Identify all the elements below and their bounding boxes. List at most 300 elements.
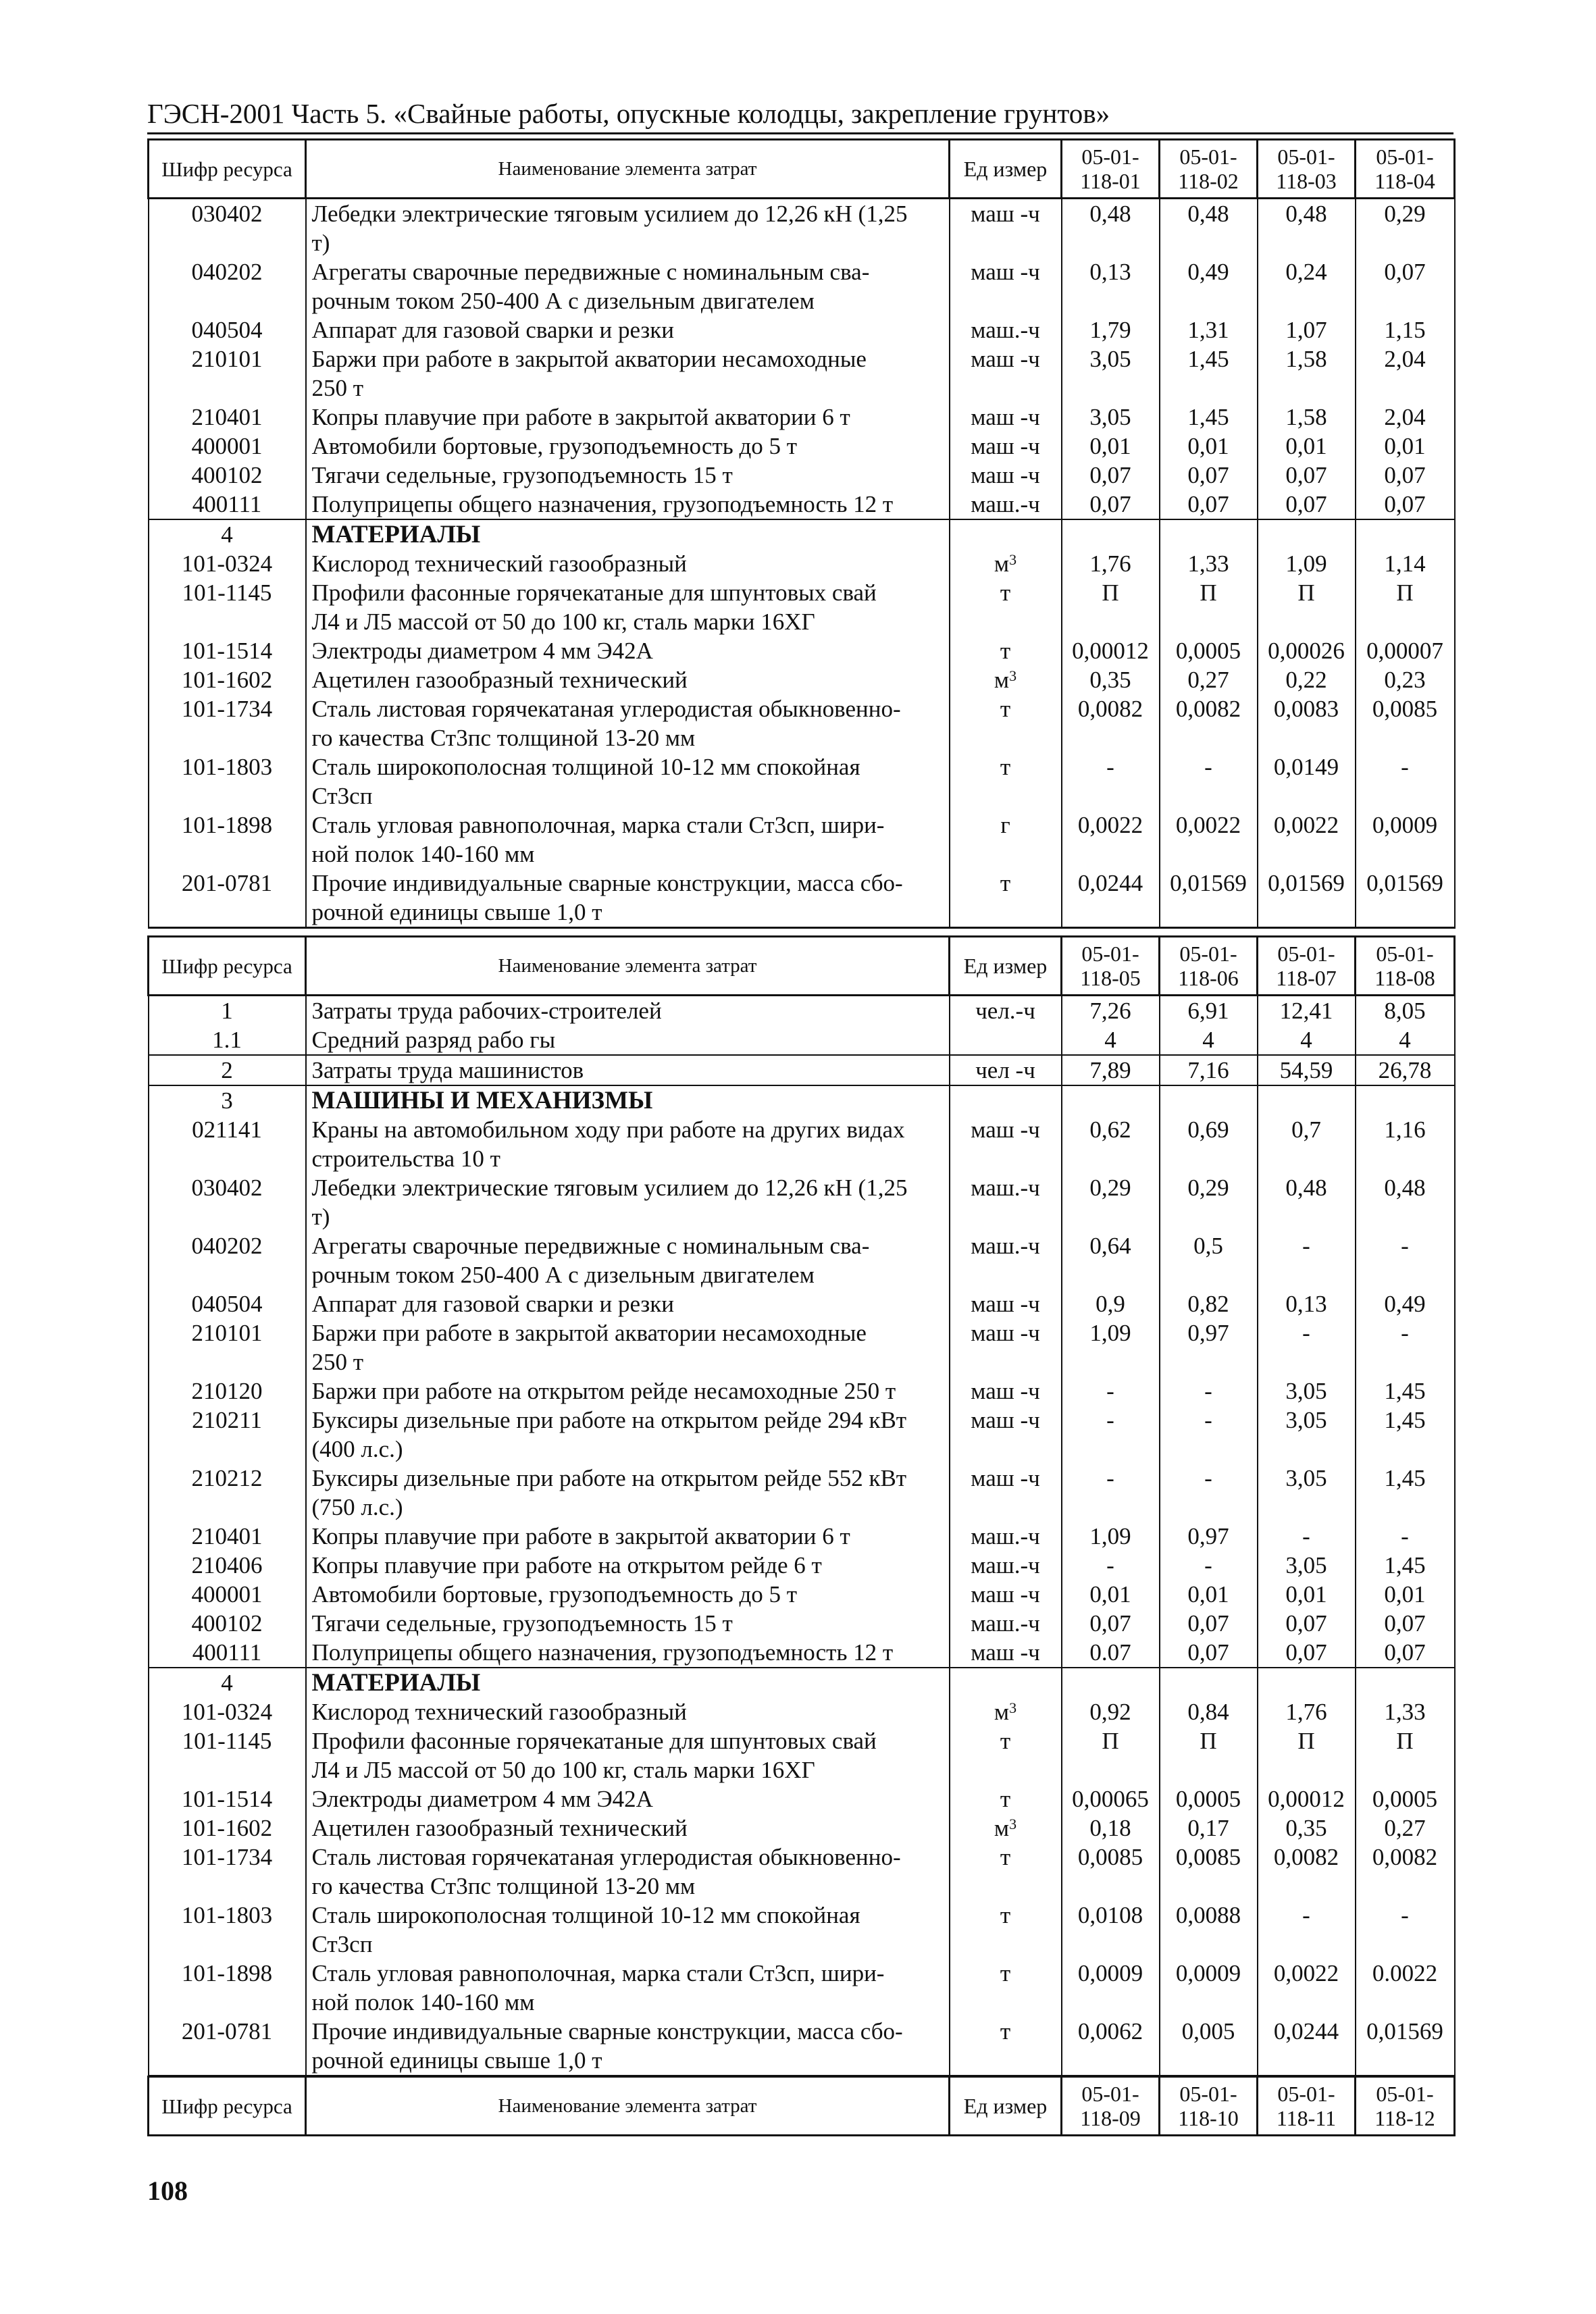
unit-cell: т [950, 1784, 1062, 1814]
value-cell: 0,0022 [1258, 1959, 1356, 2017]
unit-cell: г [950, 811, 1062, 869]
value-cell: 0,07 [1062, 461, 1160, 490]
table-row [149, 1289, 1455, 1318]
resource-code: 040202 [149, 257, 306, 315]
value-cell: - [1160, 1377, 1258, 1406]
value-cell: 0,00065 [1062, 1784, 1160, 1814]
resource-code: 040202 [149, 1231, 306, 1289]
value-cell: 0,01569 [1356, 2017, 1455, 2076]
value-cell: 1,58 [1258, 344, 1356, 403]
resource-code: 1.1 [149, 1025, 306, 1055]
value-cell: 0,07 [1356, 490, 1455, 519]
resource-name: Аппарат для газовой сварки и резки [306, 1289, 950, 1318]
unit-cell: т [950, 578, 1062, 636]
value-cell: 0,24 [1258, 257, 1356, 315]
value-cell: 0,0009 [1356, 811, 1455, 869]
value-cell: - [1258, 1901, 1356, 1959]
unit-cell: маш.-ч [950, 315, 1062, 344]
resource-code: 030402 [149, 199, 306, 258]
name-column-header: Наименование элемента затрат [306, 2077, 950, 2136]
resource-code: 400102 [149, 461, 306, 490]
value-cell [1356, 1085, 1455, 1115]
resource-code: 101-0324 [149, 549, 306, 578]
value-cell: 0.0022 [1356, 1959, 1455, 2017]
resource-code: 101-0324 [149, 1697, 306, 1726]
table-row [149, 2017, 1455, 2076]
resource-code: 4 [149, 519, 306, 549]
value-cell: 1,45 [1356, 1551, 1455, 1580]
value-cell: - [1160, 1464, 1258, 1522]
unit-cell: т [950, 752, 1062, 811]
value-cell: 0,01 [1258, 432, 1356, 461]
resource-name: Средний разряд рабо гы [306, 1025, 950, 1055]
value-cell [1062, 519, 1160, 549]
value-cell: П [1160, 578, 1258, 636]
resource-name: Сталь листовая горячекатаная углеродистая обыкновенно- го качества Ст3пс толщиной 13-20 мм [306, 694, 950, 752]
value-cell: 0,48 [1062, 199, 1160, 258]
unit-column-header: Ед измер [950, 140, 1062, 199]
norm-column-header: 05-01- 118-08 [1356, 937, 1455, 996]
value-cell: 0,48 [1258, 199, 1356, 258]
value-cell: 0,07 [1062, 490, 1160, 519]
value-cell: 1,45 [1356, 1406, 1455, 1464]
value-cell: П [1356, 1726, 1455, 1784]
table-row [149, 490, 1455, 519]
unit-column-header: Ед измер [950, 2077, 1062, 2136]
resource-name: Профили фасонные горячекатаные для шпунтовых свай Л4 и Л5 массой от 50 до 100 кг, сталь марки 16ХГ [306, 578, 950, 636]
unit-cell: маш -ч [950, 1464, 1062, 1522]
resource-code: 101-1514 [149, 1784, 306, 1814]
value-cell: 1,33 [1160, 549, 1258, 578]
resource-name: Агрегаты сварочные передвижные с номинальным сва- рочным током 250-400 А с дизельным двигателем [306, 257, 950, 315]
value-cell: 0,07 [1258, 1638, 1356, 1668]
unit-cell: маш -ч [950, 1406, 1062, 1464]
table-row [149, 1609, 1455, 1638]
resource-name: Автомобили бортовые, грузоподъемность до 5 т [306, 432, 950, 461]
value-cell: П [1356, 578, 1455, 636]
resource-code: 210101 [149, 344, 306, 403]
resource-name: Автомобили бортовые, грузоподъемность до 5 т [306, 1580, 950, 1609]
value-cell: 0,48 [1160, 199, 1258, 258]
norm-column-header: 05-01- 118-02 [1160, 140, 1258, 199]
table-header-row [149, 937, 1455, 996]
value-cell: 0,07 [1160, 1609, 1258, 1638]
resource-name: Копры плавучие при работе в закрытой акватории 6 т [306, 1522, 950, 1551]
value-cell: 0,07 [1258, 1609, 1356, 1638]
value-cell: 0,0022 [1258, 811, 1356, 869]
value-cell: 1,58 [1258, 403, 1356, 432]
value-cell: - [1356, 752, 1455, 811]
value-cell: 0,64 [1062, 1231, 1160, 1289]
section-title: МАТЕРИАЛЫ [306, 519, 950, 549]
value-cell: 7,89 [1062, 1055, 1160, 1085]
unit-cell: чел -ч [950, 1055, 1062, 1085]
table-header-row [149, 140, 1455, 199]
value-cell: 0,22 [1258, 665, 1356, 694]
value-cell: 0,97 [1160, 1522, 1258, 1551]
resource-name: Аппарат для газовой сварки и резки [306, 315, 950, 344]
resource-code: 210211 [149, 1406, 306, 1464]
unit-cell [950, 1668, 1062, 1697]
value-cell: 0,0244 [1062, 869, 1160, 928]
resource-code: 210406 [149, 1551, 306, 1580]
value-cell: 0,0009 [1160, 1959, 1258, 2017]
value-cell: 0,5 [1160, 1231, 1258, 1289]
value-cell [1356, 519, 1455, 549]
norm-column-header: 05-01- 118-12 [1356, 2077, 1455, 2136]
table-row [149, 1522, 1455, 1551]
resource-name: Затраты труда машинистов [306, 1055, 950, 1085]
value-cell: - [1356, 1522, 1455, 1551]
resource-name: Тягачи седельные, грузоподъемность 15 т [306, 1609, 950, 1638]
value-cell: 1,31 [1160, 315, 1258, 344]
value-cell: - [1062, 1377, 1160, 1406]
table-row [149, 315, 1455, 344]
value-cell: 0,29 [1356, 199, 1455, 258]
value-cell [1258, 1668, 1356, 1697]
page-number: 108 [147, 2176, 188, 2206]
table-row [149, 1959, 1455, 2017]
value-cell [1356, 1668, 1455, 1697]
table-row [149, 1901, 1455, 1959]
table-row [149, 344, 1455, 403]
name-column-header: Наименование элемента затрат [306, 140, 950, 199]
resource-code: 101-1514 [149, 636, 306, 665]
resource-code: 400001 [149, 1580, 306, 1609]
value-cell: 0,97 [1160, 1318, 1258, 1377]
resource-name: Электроды диаметром 4 мм Э42А [306, 1784, 950, 1814]
value-cell: 0,0244 [1258, 2017, 1356, 2076]
value-cell: 0,17 [1160, 1814, 1258, 1843]
resource-code: 021141 [149, 1115, 306, 1173]
value-cell: - [1062, 1551, 1160, 1580]
section-row [149, 519, 1455, 549]
resource-name: Полуприцепы общего назначения, грузоподъемность 12 т [306, 1638, 950, 1668]
resource-code: 101-1145 [149, 578, 306, 636]
value-cell: 0,01569 [1160, 869, 1258, 928]
value-cell: 54,59 [1258, 1055, 1356, 1085]
unit-cell: маш.-ч [950, 1609, 1062, 1638]
value-cell: 0,01 [1160, 1580, 1258, 1609]
value-cell: 26,78 [1356, 1055, 1455, 1085]
table-row [149, 1464, 1455, 1522]
resource-name: Баржи при работе в закрытой акватории несамоходные 250 т [306, 1318, 950, 1377]
code-column-header: Шифр ресурса [149, 140, 306, 199]
resource-code: 400111 [149, 1638, 306, 1668]
table-row [149, 257, 1455, 315]
value-cell: 0,0082 [1356, 1843, 1455, 1901]
table-row [149, 1551, 1455, 1580]
value-cell: 1,45 [1356, 1464, 1455, 1522]
resource-code: 210101 [149, 1318, 306, 1377]
unit-cell: т [950, 636, 1062, 665]
unit-cell: т [950, 2017, 1062, 2076]
unit-cell: маш.-ч [950, 490, 1062, 519]
value-cell: 8,05 [1356, 996, 1455, 1026]
value-cell: 0,07 [1258, 461, 1356, 490]
resource-code: 400102 [149, 1609, 306, 1638]
page-header: ГЭСН-2001 Часть 5. «Свайные работы, опускные колодцы, закрепление грунтов» [147, 98, 1110, 129]
resource-code: 201-0781 [149, 2017, 306, 2076]
value-cell [1160, 519, 1258, 549]
value-cell: 1,45 [1160, 403, 1258, 432]
resource-code: 210401 [149, 403, 306, 432]
value-cell: 1,09 [1258, 549, 1356, 578]
value-cell: 7,26 [1062, 996, 1160, 1026]
table-row [149, 1814, 1455, 1843]
resource-code: 101-1803 [149, 752, 306, 811]
resource-name: Кислород технический газообразный [306, 549, 950, 578]
table-row [149, 1784, 1455, 1814]
resource-code: 2 [149, 1055, 306, 1085]
table-row [149, 578, 1455, 636]
resource-name: Буксиры дизельные при работе на открытом рейде 294 кВт (400 л.с.) [306, 1406, 950, 1464]
value-cell: 0,82 [1160, 1289, 1258, 1318]
value-cell: 0,0062 [1062, 2017, 1160, 2076]
value-cell: 0,0085 [1062, 1843, 1160, 1901]
value-cell: 0,27 [1160, 665, 1258, 694]
value-cell: 0,0082 [1258, 1843, 1356, 1901]
resource-code: 210120 [149, 1377, 306, 1406]
value-cell: 0,07 [1356, 461, 1455, 490]
value-cell: 0,0085 [1160, 1843, 1258, 1901]
unit-cell: т [950, 1726, 1062, 1784]
norm-column-header: 05-01- 118-09 [1062, 2077, 1160, 2136]
unit-column-header: Ед измер [950, 937, 1062, 996]
table-row [149, 1406, 1455, 1464]
table-row [149, 549, 1455, 578]
resource-code: 1 [149, 996, 306, 1026]
value-cell: 0,69 [1160, 1115, 1258, 1173]
norm-column-header: 05-01- 118-11 [1258, 2077, 1356, 2136]
table-row [149, 1726, 1455, 1784]
value-cell: 0,0082 [1160, 694, 1258, 752]
resource-code: 4 [149, 1668, 306, 1697]
value-cell: 0,07 [1160, 461, 1258, 490]
unit-cell: маш -ч [950, 461, 1062, 490]
resource-name: Ацетилен газообразный технический [306, 665, 950, 694]
value-cell: - [1062, 752, 1160, 811]
value-cell: 0,07 [1356, 1638, 1455, 1668]
value-cell: 1,07 [1258, 315, 1356, 344]
resource-code: 040504 [149, 315, 306, 344]
value-cell: 0,23 [1356, 665, 1455, 694]
value-cell: 2,04 [1356, 403, 1455, 432]
value-cell [1258, 1085, 1356, 1115]
value-cell [1160, 1668, 1258, 1697]
unit-cell: маш.-ч [950, 1551, 1062, 1580]
unit-cell: маш -ч [950, 199, 1062, 258]
table-header-row [149, 2077, 1455, 2136]
unit-cell: маш -ч [950, 1115, 1062, 1173]
table-row [149, 199, 1455, 258]
value-cell: 1,45 [1356, 1377, 1455, 1406]
code-column-header: Шифр ресурса [149, 937, 306, 996]
unit-cell: $м^3$ [950, 665, 1062, 694]
table-row [149, 694, 1455, 752]
section-row [149, 1085, 1455, 1115]
value-cell: 3,05 [1062, 344, 1160, 403]
value-cell: 1,45 [1160, 344, 1258, 403]
unit-cell [950, 1025, 1062, 1055]
value-cell: - [1258, 1318, 1356, 1377]
resource-code: 201-0781 [149, 869, 306, 928]
value-cell: - [1160, 752, 1258, 811]
value-cell: 0,01 [1258, 1580, 1356, 1609]
unit-cell: $м^3$ [950, 1697, 1062, 1726]
value-cell: 0,29 [1062, 1173, 1160, 1231]
resource-code: 040504 [149, 1289, 306, 1318]
norm-column-header: 05-01- 118-05 [1062, 937, 1160, 996]
value-cell: 4 [1062, 1025, 1160, 1055]
table-row [149, 1638, 1455, 1668]
table-row [149, 1318, 1455, 1377]
table-row [149, 1377, 1455, 1406]
norm-column-header: 05-01- 118-10 [1160, 2077, 1258, 2136]
table-row [149, 1231, 1455, 1289]
value-cell: 4 [1160, 1025, 1258, 1055]
value-cell: 0,0088 [1160, 1901, 1258, 1959]
value-cell: 3,05 [1258, 1377, 1356, 1406]
value-cell: 0,07 [1062, 1609, 1160, 1638]
value-cell: 3,05 [1062, 403, 1160, 432]
unit-cell: маш -ч [950, 1318, 1062, 1377]
resource-name: Сталь широкополосная толщиной 10-12 мм спокойная Ст3сп [306, 1901, 950, 1959]
unit-cell: т [950, 1901, 1062, 1959]
value-cell: 0,35 [1062, 665, 1160, 694]
value-cell: 0,7 [1258, 1115, 1356, 1173]
name-column-header: Наименование элемента затрат [306, 937, 950, 996]
value-cell: 0,0005 [1160, 636, 1258, 665]
value-cell: 0,00007 [1356, 636, 1455, 665]
resource-name: Сталь угловая равнополочная, марка стали Ст3сп, шири- ной полок 140-160 мм [306, 1959, 950, 2017]
resource-name: Электроды диаметром 4 мм Э42А [306, 636, 950, 665]
value-cell: 0,01569 [1258, 869, 1356, 928]
value-cell: 0,0022 [1062, 811, 1160, 869]
unit-cell: $м^3$ [950, 1814, 1062, 1843]
value-cell: 0,62 [1062, 1115, 1160, 1173]
value-cell: 1,16 [1356, 1115, 1455, 1173]
value-cell: 2,04 [1356, 344, 1455, 403]
value-cell: 0,48 [1258, 1173, 1356, 1231]
value-cell: 1,33 [1356, 1697, 1455, 1726]
value-cell: 1,14 [1356, 549, 1455, 578]
table-row [149, 1025, 1455, 1055]
value-cell: - [1356, 1901, 1455, 1959]
resource-code: 400111 [149, 490, 306, 519]
unit-cell: маш -ч [950, 403, 1062, 432]
unit-cell: маш.-ч [950, 1173, 1062, 1231]
resource-code: 3 [149, 1085, 306, 1115]
value-cell: 0,00012 [1062, 636, 1160, 665]
resource-code: 210212 [149, 1464, 306, 1522]
table-row [149, 811, 1455, 869]
value-cell: - [1160, 1551, 1258, 1580]
section-title: МАТЕРИАЛЫ [306, 1668, 950, 1697]
resource-code: 030402 [149, 1173, 306, 1231]
cost-table-3 [147, 2076, 1456, 2136]
value-cell: 1,09 [1062, 1318, 1160, 1377]
resource-name: Профили фасонные горячекатаные для шпунтовых свай Л4 и Л5 массой от 50 до 100 кг, сталь марки 16ХГ [306, 1726, 950, 1784]
resource-name: Копры плавучие при работе в закрытой акватории 6 т [306, 403, 950, 432]
resource-code: 101-1602 [149, 665, 306, 694]
value-cell: 0,0083 [1258, 694, 1356, 752]
table-row [149, 432, 1455, 461]
value-cell: - [1062, 1406, 1160, 1464]
value-cell: 0,84 [1160, 1697, 1258, 1726]
resource-code: 400001 [149, 432, 306, 461]
resource-name: Затраты труда рабочих-строителей [306, 996, 950, 1026]
value-cell: - [1062, 1464, 1160, 1522]
value-cell: 0,13 [1258, 1289, 1356, 1318]
value-cell: П [1160, 1726, 1258, 1784]
unit-cell: т [950, 869, 1062, 928]
unit-cell: маш -ч [950, 1638, 1062, 1668]
value-cell: 0,29 [1160, 1173, 1258, 1231]
cost-table-2 [147, 935, 1456, 2077]
value-cell: 1,15 [1356, 315, 1455, 344]
norm-column-header: 05-01- 118-06 [1160, 937, 1258, 996]
resource-name: Баржи при работе в закрытой акватории несамоходные 250 т [306, 344, 950, 403]
value-cell: 1,76 [1062, 549, 1160, 578]
resource-code: 101-1734 [149, 1843, 306, 1901]
value-cell: 0,0022 [1160, 811, 1258, 869]
unit-cell: маш -ч [950, 1377, 1062, 1406]
table-row [149, 869, 1455, 928]
resource-name: Копры плавучие при работе на открытом рейде 6 т [306, 1551, 950, 1580]
unit-cell: маш -ч [950, 432, 1062, 461]
value-cell: 0,01569 [1356, 869, 1455, 928]
resource-code: 101-1803 [149, 1901, 306, 1959]
value-cell: 3,05 [1258, 1551, 1356, 1580]
unit-cell: маш.-ч [950, 1522, 1062, 1551]
value-cell: 7,16 [1160, 1055, 1258, 1085]
value-cell: 4 [1356, 1025, 1455, 1055]
table-row [149, 752, 1455, 811]
value-cell: 0,35 [1258, 1814, 1356, 1843]
resource-name: Краны на автомобильном ходу при работе на других видах строительства 10 т [306, 1115, 950, 1173]
resource-name: Буксиры дизельные при работе на открытом рейде 552 кВт (750 л.с.) [306, 1464, 950, 1522]
resource-name: Прочие индивидуальные сварные конструкции, масса сбо- рочной единицы свыше 1,0 т [306, 869, 950, 928]
value-cell: - [1258, 1522, 1356, 1551]
table-row [149, 665, 1455, 694]
table-row [149, 1055, 1455, 1085]
value-cell: 0,0005 [1356, 1784, 1455, 1814]
unit-cell: маш -ч [950, 344, 1062, 403]
value-cell: 0,07 [1356, 257, 1455, 315]
norm-column-header: 05-01- 118-07 [1258, 937, 1356, 996]
header-rule [147, 132, 1453, 134]
value-cell: 0,01 [1062, 432, 1160, 461]
value-cell: - [1356, 1318, 1455, 1377]
value-cell: 1,09 [1062, 1522, 1160, 1551]
unit-cell: т [950, 1843, 1062, 1901]
table-row [149, 1697, 1455, 1726]
resource-name: Тягачи седельные, грузоподъемность 15 т [306, 461, 950, 490]
resource-name: Агрегаты сварочные передвижные с номинальным сва- рочным током 250-400 А с дизельным двигателем [306, 1231, 950, 1289]
resource-code: 101-1145 [149, 1726, 306, 1784]
table-row [149, 403, 1455, 432]
table-row [149, 996, 1455, 1026]
value-cell: 0,0009 [1062, 1959, 1160, 2017]
value-cell: 12,41 [1258, 996, 1356, 1026]
value-cell: П [1062, 578, 1160, 636]
value-cell: 0,07 [1160, 1638, 1258, 1668]
value-cell: 0,18 [1062, 1814, 1160, 1843]
resource-name: Сталь листовая горячекатаная углеродистая обыкновенно- го качества Ст3пс толщиной 13-20 мм [306, 1843, 950, 1901]
value-cell: 0,00026 [1258, 636, 1356, 665]
value-cell: - [1160, 1406, 1258, 1464]
